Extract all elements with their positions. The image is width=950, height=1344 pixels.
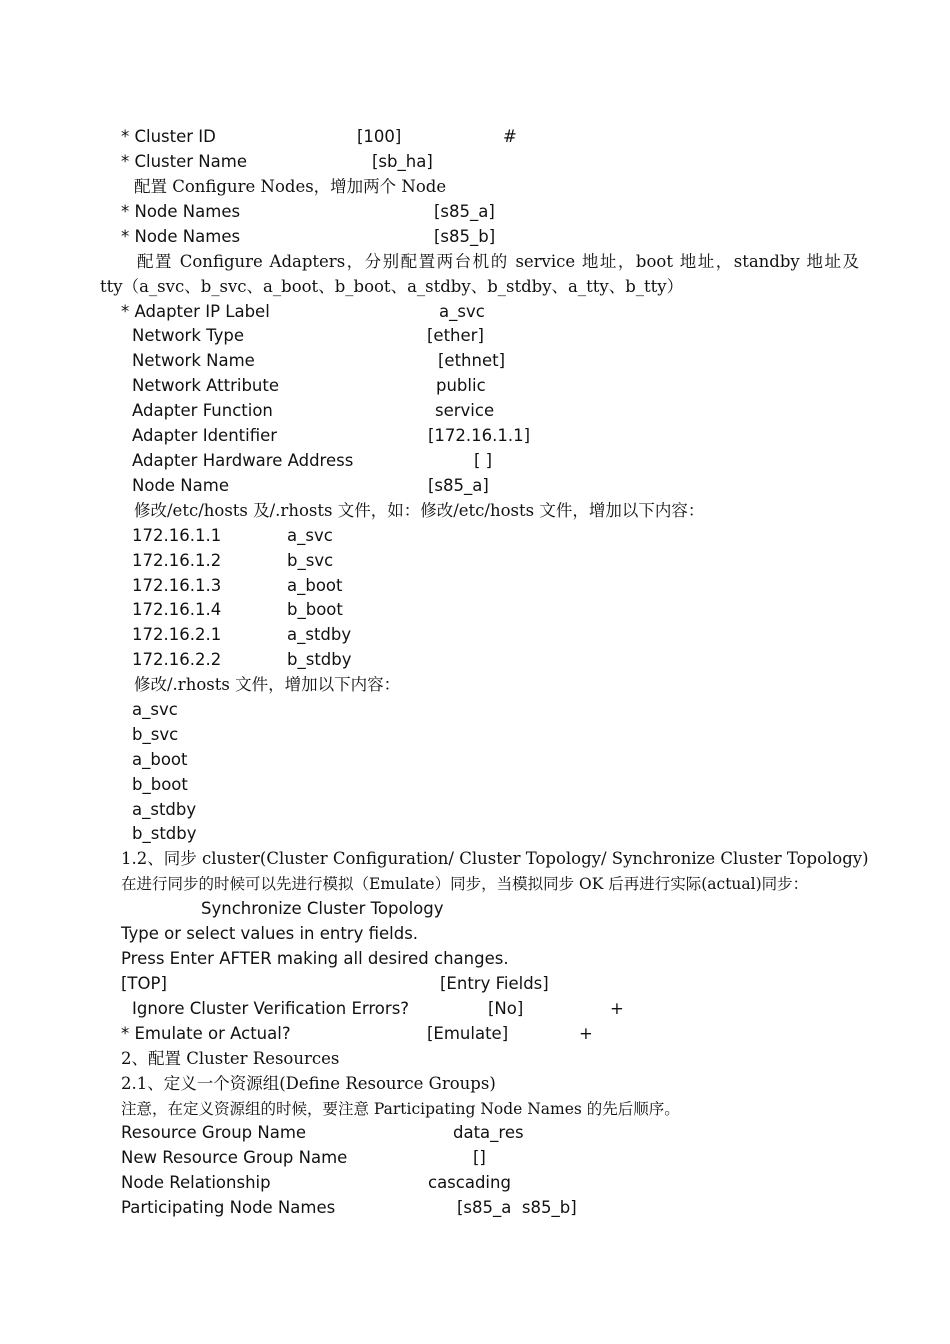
- hosts-ip: 172.16.2.2: [132, 650, 222, 669]
- cluster-id-label: * Cluster ID: [121, 127, 216, 146]
- node-name-label: * Node Names: [121, 227, 241, 246]
- rhosts-entry: a_stdby: [132, 800, 197, 819]
- sync-heading: 1.2、同步 cluster(Cluster Configuration/ Cluster Topology/ Synchronize Cluster Topology): [121, 849, 869, 868]
- adapter-field-value: [172.16.1.1]: [428, 426, 531, 445]
- adapter-field-value: [ethnet]: [438, 351, 506, 370]
- resources-note: 注意，在定义资源组的时候，要注意 Participating Node Names 的先后顺序。: [121, 1100, 680, 1118]
- adapter-field-label: Network Attribute: [132, 376, 279, 395]
- cluster-id-mark: #: [503, 127, 517, 146]
- resources-sub-heading: 2.1、定义一个资源组(Define Resource Groups): [121, 1074, 496, 1093]
- adapter-field-label: Adapter Function: [132, 401, 273, 420]
- cluster-name-value: [sb_ha]: [372, 152, 433, 171]
- sync-ignore-value: [No]: [488, 999, 524, 1018]
- sync-instruction: Type or select values in entry fields.: [121, 924, 419, 943]
- resource-field-value: cascading: [428, 1173, 511, 1192]
- resource-field-label: Participating Node Names: [121, 1198, 336, 1217]
- node-name-value: [s85_a]: [434, 202, 495, 221]
- adapter-field-label: Adapter Hardware Address: [132, 451, 354, 470]
- sync-ignore-label: Ignore Cluster Verification Errors?: [132, 999, 410, 1018]
- sync-instruction: Press Enter AFTER making all desired changes.: [121, 949, 509, 968]
- rhosts-entry: b_boot: [132, 775, 188, 794]
- node-name-value: [s85_b]: [434, 227, 496, 246]
- hosts-name: b_stdby: [287, 650, 352, 669]
- adapter-field-value: public: [436, 376, 486, 395]
- resource-field-label: New Resource Group Name: [121, 1148, 348, 1167]
- sync-entry-fields-header: [Entry Fields]: [440, 974, 549, 993]
- sync-note: 在进行同步的时候可以先进行模拟（Emulate）同步，当模拟同步 OK 后再进行实际(actual)同步：: [121, 875, 809, 893]
- adapter-field-value: [ether]: [427, 326, 484, 345]
- rhosts-entry: b_svc: [132, 725, 179, 744]
- resource-field-value: [s85_a s85_b]: [457, 1198, 577, 1217]
- sync-top-marker: [TOP]: [121, 974, 167, 993]
- hosts-ip: 172.16.1.4: [132, 600, 222, 619]
- sync-screen-title: Synchronize Cluster Topology: [201, 899, 444, 918]
- adapter-field-value: [ ]: [474, 451, 493, 470]
- hosts-ip: 172.16.1.3: [132, 576, 222, 595]
- hosts-ip: 172.16.2.1: [132, 625, 222, 644]
- cluster-id-value: [100]: [357, 127, 402, 146]
- hosts-name: a_svc: [287, 526, 333, 545]
- sync-ignore-mark: +: [610, 999, 624, 1018]
- sync-emulate-mark: +: [579, 1024, 593, 1043]
- adapter-field-label: Node Name: [132, 476, 229, 495]
- hosts-name: b_svc: [287, 551, 334, 570]
- resource-field-value: []: [473, 1148, 486, 1167]
- sync-emulate-value: [Emulate]: [427, 1024, 509, 1043]
- adapter-field-label: * Adapter IP Label: [121, 302, 270, 321]
- resource-field-value: data_res: [453, 1123, 524, 1142]
- cluster-name-label: * Cluster Name: [121, 152, 247, 171]
- resource-field-label: Resource Group Name: [121, 1123, 307, 1142]
- adapter-field-label: Adapter Identifier: [132, 426, 278, 445]
- node-name-label: * Node Names: [121, 202, 241, 221]
- adapter-field-value: a_svc: [439, 302, 485, 321]
- adapters-heading-line1: 配置 Configure Adapters，分别配置两台机的 service 地址，boot 地址，standby 地址及: [137, 252, 859, 271]
- adapter-field-value: service: [435, 401, 495, 420]
- rhosts-entry: a_svc: [132, 700, 178, 719]
- sync-emulate-label: * Emulate or Actual?: [121, 1024, 291, 1043]
- hosts-name: a_boot: [287, 576, 343, 595]
- resource-field-label: Node Relationship: [121, 1173, 271, 1192]
- hosts-name: b_boot: [287, 600, 343, 619]
- adapter-field-value: [s85_a]: [428, 476, 489, 495]
- hosts-ip: 172.16.1.2: [132, 551, 222, 570]
- rhosts-entry: a_boot: [132, 750, 188, 769]
- hosts-name: a_stdby: [287, 625, 352, 644]
- nodes-heading: 配置 Configure Nodes，增加两个 Node: [134, 177, 447, 196]
- adapter-field-label: Network Type: [132, 326, 245, 345]
- hosts-ip: 172.16.1.1: [132, 526, 222, 545]
- rhosts-entry: b_stdby: [132, 824, 197, 843]
- adapter-field-label: Network Name: [132, 351, 255, 370]
- adapters-heading-line2: tty（a_svc、b_svc、a_boot、b_boot、a_stdby、b_stdby、a_tty、b_tty）: [100, 277, 684, 296]
- resources-heading: 2、配置 Cluster Resources: [121, 1049, 340, 1068]
- rhosts-heading: 修改/.rhosts 文件，增加以下内容：: [134, 675, 401, 694]
- hosts-heading: 修改/etc/hosts 及/.rhosts 文件，如：修改/etc/hosts 文件，增加以下内容：: [134, 501, 705, 520]
